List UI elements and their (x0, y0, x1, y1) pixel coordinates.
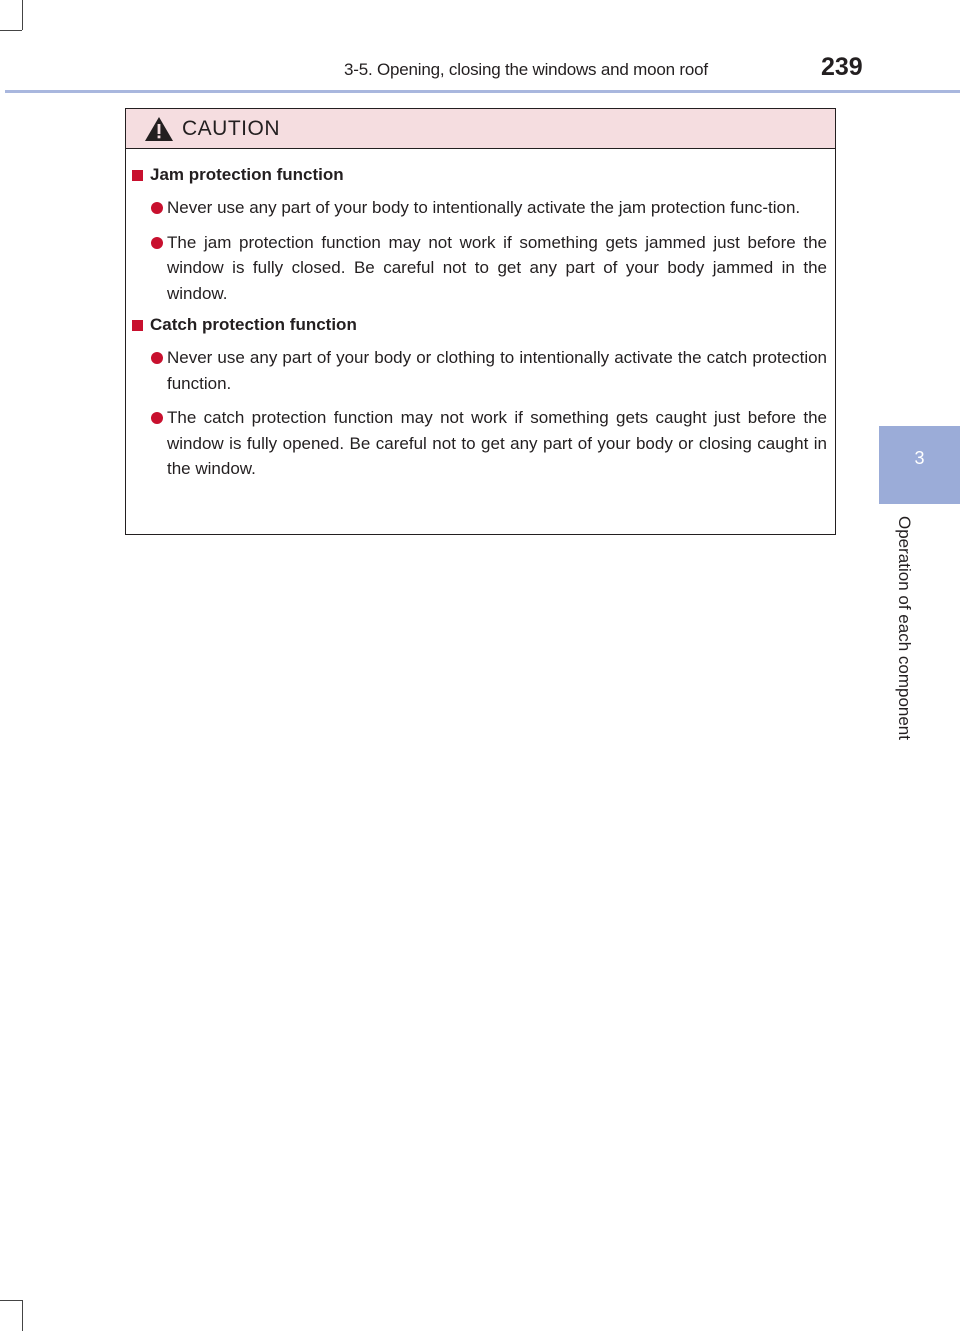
caution-section (132, 165, 827, 306)
section-title: 3-5. Opening, closing the windows and moon roof (344, 60, 708, 79)
section-heading: Catch protection function (132, 315, 827, 335)
bullet-item: Never use any part of your body to intentionally activate the jam protection func-tion. (132, 195, 827, 221)
round-bullet-icon (151, 352, 163, 364)
round-bullet-icon (151, 412, 163, 424)
crop-mark (22, 1300, 23, 1331)
page-number: 239 (821, 53, 863, 81)
caution-section (132, 315, 827, 482)
crop-mark (0, 30, 22, 31)
round-bullet-icon (151, 237, 163, 249)
round-bullet-icon (151, 202, 163, 214)
section-heading: Jam protection function (132, 165, 827, 185)
bullet-item: The catch protection function may not work if something gets caught just before the window is fully opened. Be careful not to get any part of your body or closing caught in the window. (132, 405, 827, 482)
bullet-item: Never use any part of your body or clothing to intentionally activate the catch protection function. (132, 345, 827, 396)
caution-label: CAUTION (182, 117, 280, 140)
bullet-item: The jam protection function may not work if something gets jammed just before the window is fully closed. Be careful not to get any part of your body jammed in the window. (132, 230, 827, 307)
caution-box (125, 108, 836, 535)
crop-mark (0, 1300, 22, 1301)
chapter-tab[interactable] (879, 426, 960, 504)
chapter-title: Operation of each component (895, 516, 914, 740)
warning-triangle-icon (144, 116, 174, 142)
square-bullet-icon (132, 320, 143, 331)
header-rule (5, 90, 960, 93)
caution-header (126, 109, 835, 149)
square-bullet-icon (132, 170, 143, 181)
crop-mark (22, 0, 23, 30)
chapter-number: 3 (914, 448, 925, 468)
caution-body (132, 165, 827, 491)
